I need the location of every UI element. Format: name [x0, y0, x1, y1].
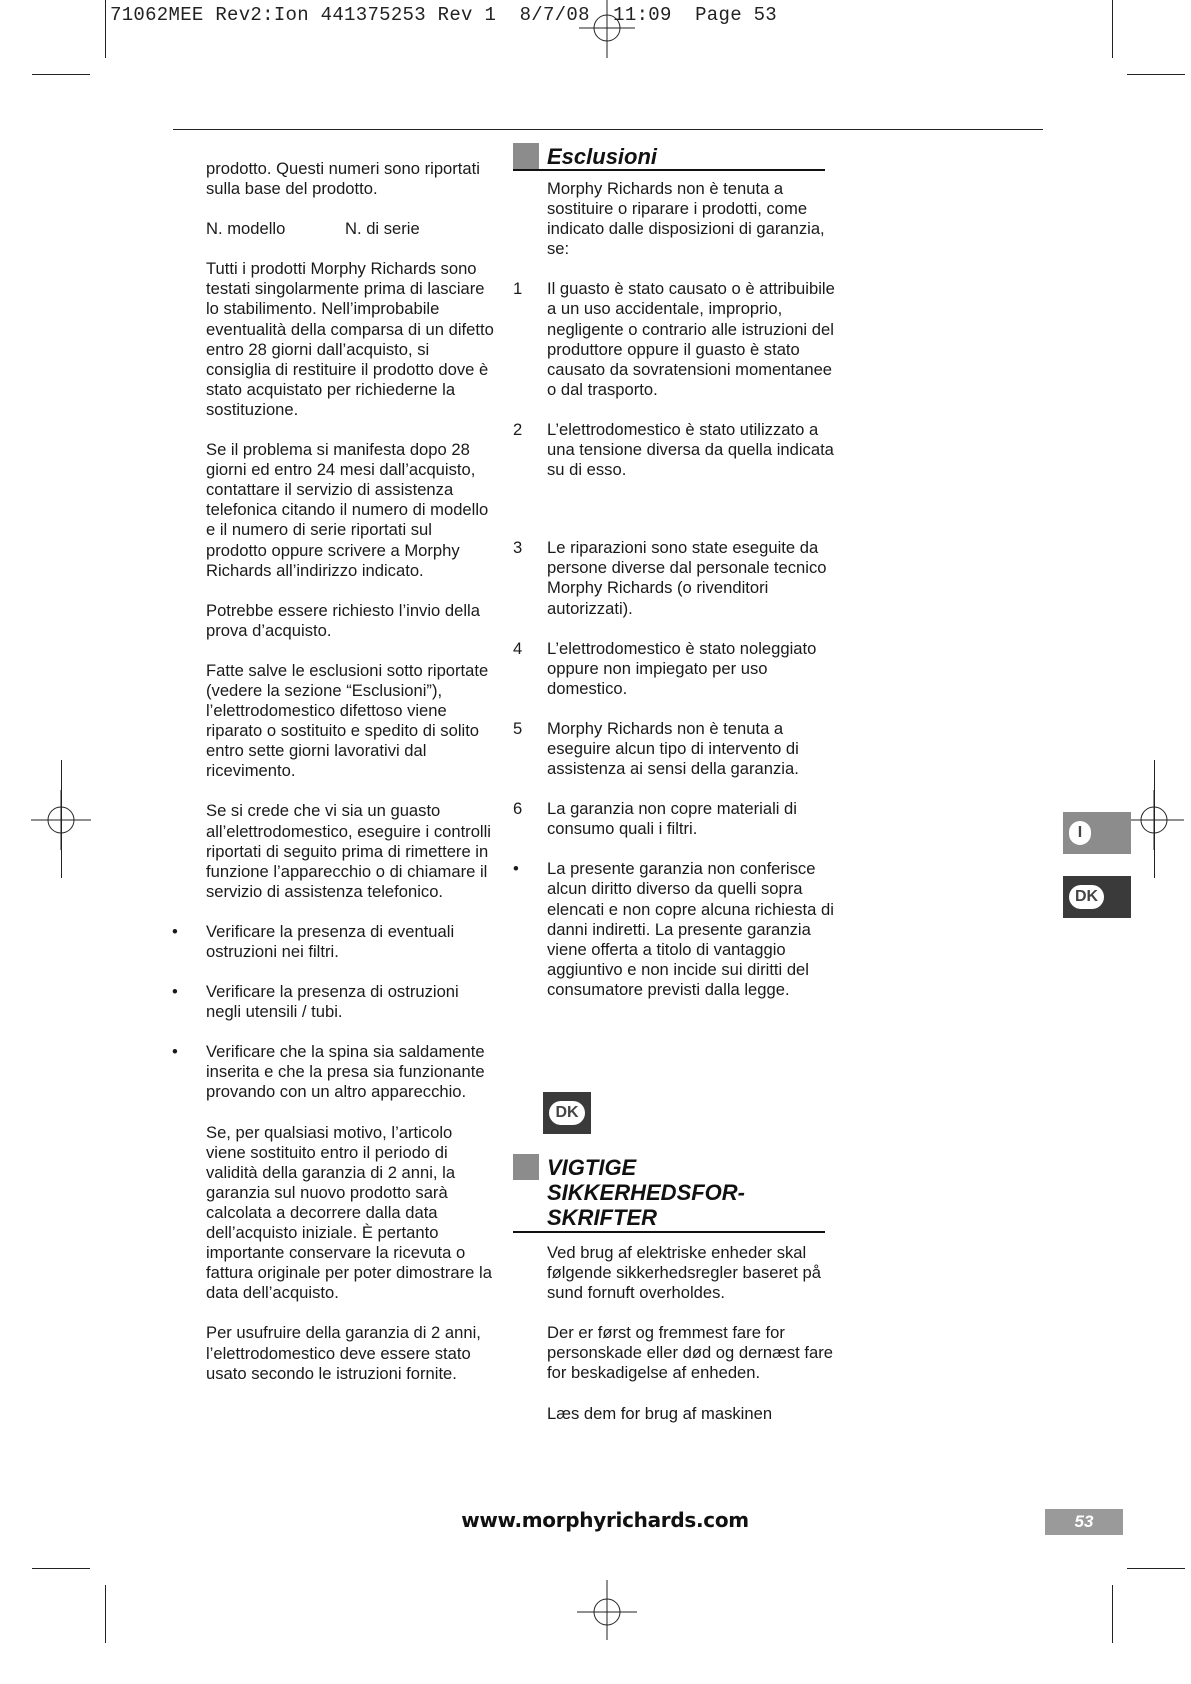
section-heading [547, 1155, 745, 1230]
item-number: 1 [513, 279, 523, 299]
section-heading: Esclusioni [547, 144, 658, 169]
item-number: 3 [513, 538, 523, 558]
list-item [172, 982, 496, 1022]
section-rule [513, 1231, 825, 1233]
list-item [513, 638, 837, 699]
exclusions-column [513, 179, 837, 1020]
paragraph: Se si crede che vi sia un guasto all’elettrodomestico, eseguire i controlli riportati di seguito prima di rimettere in funzione l’apparecchio o di chiamare il servizio di assistenza telefonico. [206, 801, 491, 901]
section-marker-icon [513, 1154, 539, 1180]
danish-column [547, 1243, 837, 1444]
item-number: 6 [513, 799, 523, 819]
paragraph: Fatte salve le esclusioni sotto riportate (vedere la sezione “Esclusioni”), l’elettrodomestico difettoso viene riparato o sostituito e spedito di solito entro sette giorni lavorativi dal ricevimento. [206, 660, 489, 781]
bullet-text: Verificare che la spina sia saldamente inserita e che la presa sia funzionante provando con un altro apparecchio. [206, 1042, 485, 1102]
item-text: L’elettrodomestico è stato utilizzato a una tensione diversa da quella indicata su di esso. [547, 419, 834, 480]
model-serial-line [206, 219, 496, 239]
tab-label: I [1069, 821, 1091, 845]
crop-mark [32, 74, 90, 75]
crop-mark [1112, 0, 1113, 58]
crop-mark [1127, 1568, 1185, 1569]
crop-mark [1154, 760, 1155, 878]
item-text: Le riparazioni sono state eseguite da persone diverse dal personale tecnico Morphy Richards (o rivenditori autorizzati). [547, 538, 827, 618]
bullet-icon: • [172, 982, 178, 1002]
language-tab-danish [1063, 876, 1131, 918]
item-text: Il guasto è stato causato o è attribuibile a un uso accidentale, improprio, negligente o contrario alle istruzioni del produttore oppure il guasto è stato causato da sovratensioni momentanee o dal trasporto. [547, 279, 835, 399]
serial-label: N. di serie [345, 219, 420, 239]
top-rule [173, 129, 1043, 130]
bullet-text: Verificare la presenza di eventuali ostruzioni nei filtri. [206, 921, 455, 961]
list-item [513, 419, 837, 480]
list-item [513, 799, 837, 839]
page-number: 53 [1045, 1509, 1123, 1535]
bullet-text: Verificare la presenza di ostruzioni negli utensili / tubi. [206, 982, 459, 1022]
registration-mark-icon [577, 0, 637, 60]
section-marker-icon [513, 143, 539, 169]
list-item [513, 859, 837, 1000]
list-item [172, 1042, 496, 1102]
paragraph: Se, per qualsiasi motivo, l’articolo viene sostituito entro il periodo di validità della garanzia di 2 anni, la garanzia sul nuovo prodotto sarà calcolata a decorrere dalla data dell’acquisto iniziale. È pertanto importante conservare la ricevuta o fattura originale per poter dimostrare la data dell’acquisto. [206, 1122, 492, 1303]
section-rule [513, 169, 825, 171]
item-number: 4 [513, 638, 523, 658]
footer-url: www.morphyrichards.com [461, 1508, 749, 1532]
heading-line: VIGTIGE [547, 1155, 637, 1180]
crop-mark [105, 1585, 106, 1643]
slug-line: 71062MEE Rev2:Ion 441375253 Rev 1 8/7/08 11:09 Page 53 [110, 4, 778, 26]
crop-mark [105, 0, 106, 58]
dk-badge-label: DK [549, 1101, 584, 1125]
paragraph: Der er først og fremmest fare for personskade eller død og dernæst fare for beskadigelse af enheden. [547, 1323, 833, 1383]
tab-label: DK [1069, 885, 1104, 909]
model-label: N. modello [206, 219, 286, 239]
item-text: La presente garanzia non conferisce alcun diritto diverso da quelli sopra elencati e non copre alcuna richiesta di danni indiretti. La presente garanzia viene offerta a titolo di vantaggio aggiuntivo e non incide sui diritti del consumatore previsti dalla legge. [547, 859, 834, 999]
language-tab-italian [1063, 812, 1131, 854]
heading-line: SIKKERHEDSFOR- [547, 1180, 746, 1205]
item-number: 5 [513, 718, 523, 738]
bullet-icon: • [172, 921, 178, 941]
paragraph: Tutti i prodotti Morphy Richards sono testati singolarmente prima di lasciare lo stabilimento. Nell’improbabile eventualità della comparsa di un difetto entro 28 giorni dall’acquisto, si consiglia di restituire il prodotto dove è stato acquistato per richiederne la sostituzione. [206, 259, 494, 419]
crop-mark [1127, 74, 1185, 75]
item-text: L’elettrodomestico è stato noleggiato oppure non impiegato per uso domestico. [547, 638, 817, 698]
list-item [513, 279, 837, 400]
left-column [172, 159, 496, 1404]
crop-mark [61, 760, 62, 878]
paragraph: Læs dem for brug af maskinen [547, 1403, 773, 1423]
paragraph: Ved brug af elektriske enheder skal følgende sikkerhedsregler baseret på sund fornuft overholdes. [547, 1243, 821, 1303]
registration-mark-icon [577, 1580, 637, 1640]
list-item [513, 718, 837, 779]
heading-line: SKRIFTER [547, 1205, 657, 1230]
list-item [172, 921, 496, 962]
crop-mark [1112, 1585, 1113, 1643]
crop-mark [32, 1568, 90, 1569]
item-text: La garanzia non copre materiali di consumo quali i filtri. [547, 799, 797, 839]
paragraph: Se il problema si manifesta dopo 28 giorni ed entro 24 mesi dall’acquisto, contattare il servizio di assistenza telefonica citando il numero di modello e il numero di serie riportati sul prodotto oppure scrivere a Morphy Richards all’indirizzo indicato. [206, 440, 489, 580]
paragraph: prodotto. Questi numeri sono riportati sulla base del prodotto. [206, 159, 480, 199]
item-number: 2 [513, 419, 523, 439]
list-item [513, 538, 837, 618]
dk-language-badge [543, 1092, 591, 1134]
paragraph: Potrebbe essere richiesto l’invio della prova d’acquisto. [206, 600, 480, 640]
item-text: Morphy Richards non è tenuta a eseguire alcun tipo di intervento di assistenza ai sensi della garanzia. [547, 718, 799, 779]
paragraph: Morphy Richards non è tenuta a sostituire o riparare i prodotti, come indicato dalle disposizioni di garanzia, se: [547, 179, 825, 259]
bullet-icon: • [172, 1042, 178, 1062]
bullet-icon: • [513, 859, 519, 879]
paragraph: Per usufruire della garanzia di 2 anni, l’elettrodomestico deve essere stato usato secondo le istruzioni fornite. [206, 1323, 481, 1383]
